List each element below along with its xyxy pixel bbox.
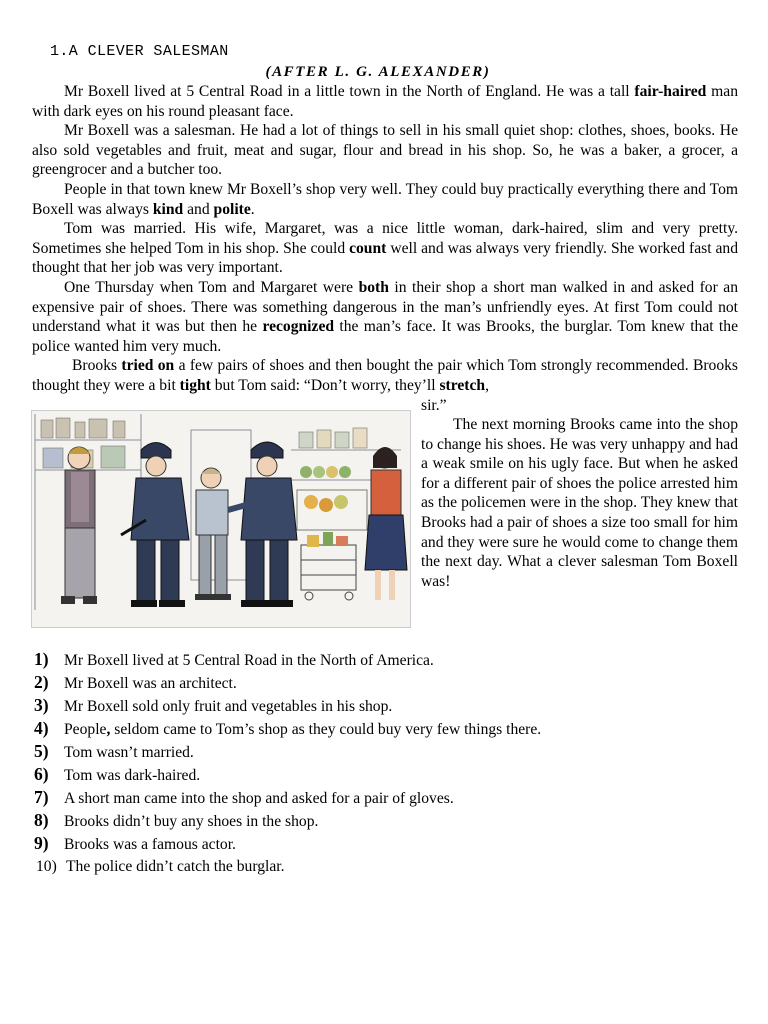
question-number: 2) [34, 672, 49, 692]
bold-keyword: recognized [262, 318, 335, 336]
question-item [34, 742, 734, 765]
question-number: 5) [34, 741, 49, 761]
question-number: 4) [34, 718, 49, 738]
question-text: People, seldom came to Tom’s shop as they could buy very few things there. [64, 721, 542, 738]
story-line-sir: sir.” [421, 397, 447, 414]
question-item [34, 834, 734, 857]
question-item [34, 650, 734, 673]
question-text: Tom was dark-haired. [64, 767, 201, 784]
question-item [36, 857, 734, 880]
shop-arrest-illustration [31, 410, 411, 628]
question-item [34, 696, 734, 719]
bold-keyword: count [349, 239, 387, 257]
story-paragraph: Tom was married. His wife, Margaret, was a nice little woman, dark-haired, slim and very pretty. Sometimes she helped Tom in his shop. She could count well and was always very friendly. She worked fast and thought that her job was very important. [32, 220, 739, 277]
question-item [34, 788, 734, 811]
question-number: 7) [34, 787, 49, 807]
author-subtitle: (AFTER L. G. ALEXANDER) [265, 64, 491, 80]
bold-keyword: polite [213, 200, 251, 218]
bold-keyword: fair-haired [634, 83, 707, 100]
question-item [34, 719, 734, 742]
question-text: Mr Boxell sold only fruit and vegetables in his shop. [64, 698, 393, 715]
question-number: 8) [34, 810, 49, 830]
question-number: 9) [34, 833, 49, 853]
illustration-drawing [31, 410, 411, 628]
question-text: A short man came into the shop and asked for a pair of gloves. [64, 790, 454, 807]
story-paragraph: One Thursday when Tom and Margaret were both in their shop a short man walked in and asked for an expensive pair of shoes. There was something dangerous in the man’s unfriendly eyes. At first Tom could not understand what it was but then he recognized the man’s face. It was Brooks, the burglar. Tom knew that the police wanted him very much. [32, 278, 738, 355]
exercise-heading: 1.A CLEVER SALESMAN [50, 43, 229, 60]
story-paragraph: Mr Boxell lived at 5 Central Road in a little town in the North of England. He was a tall fair-haired man with dark eyes on his round pleasant face. [32, 83, 738, 120]
question-number: 6) [34, 764, 49, 784]
story-paragraph: People in that town knew Mr Boxell’s shop very well. They could buy practically everything there and Tom Boxell was always kind and polite. [32, 180, 738, 218]
story-side-paragraph: The next morning Brooks came into the shop to change his shoes. He was very unhappy and had a weak smile on his ugly face. But when he asked for a different pair of shoes the police arrested him as the policemen were in the shop. They knew that Brooks had a pair of shoes a size too small for him and they were sure he would come to change them the next day. What a clever salesman Tom Boxell was! [421, 416, 738, 590]
question-number: 1) [34, 649, 49, 669]
question-text: Tom wasn’t married. [64, 744, 194, 761]
bold-keyword: stretch [439, 376, 486, 394]
question-text: Mr Boxell was an architect. [64, 675, 237, 692]
question-text: The police didn’t catch the burglar. [66, 858, 285, 875]
question-item [34, 765, 734, 788]
story-text [32, 82, 738, 396]
bold-keyword: tried on [121, 357, 175, 375]
question-number: 10) [36, 858, 57, 875]
bold-keyword: both [358, 278, 389, 296]
question-text: Brooks was a famous actor. [64, 836, 236, 853]
bold-keyword: tight [179, 376, 211, 394]
true-false-questions [34, 650, 734, 880]
bold-keyword: kind [152, 200, 184, 218]
question-text: Brooks didn’t buy any shoes in the shop. [64, 813, 319, 830]
question-text: Mr Boxell lived at 5 Central Road in the North of America. [64, 652, 434, 669]
question-item [34, 673, 734, 696]
story-paragraph: Mr Boxell was a salesman. He had a lot of things to sell in his small quiet shop: clothes, shoes, books. He also sold vegetables and fruit, meat and sugar, flour and bread in his shop. So, he was a baker, a grocer, a greengrocer and a butcher too. [32, 122, 738, 179]
story-paragraph: Brooks tried on a few pairs of shoes and then bought the pair which Tom strongly recommended. Brooks thought they were a bit tight but Tom said: “Don’t worry, they’ll stretch, [32, 357, 738, 394]
question-number: 3) [34, 695, 49, 715]
question-item [34, 811, 734, 834]
